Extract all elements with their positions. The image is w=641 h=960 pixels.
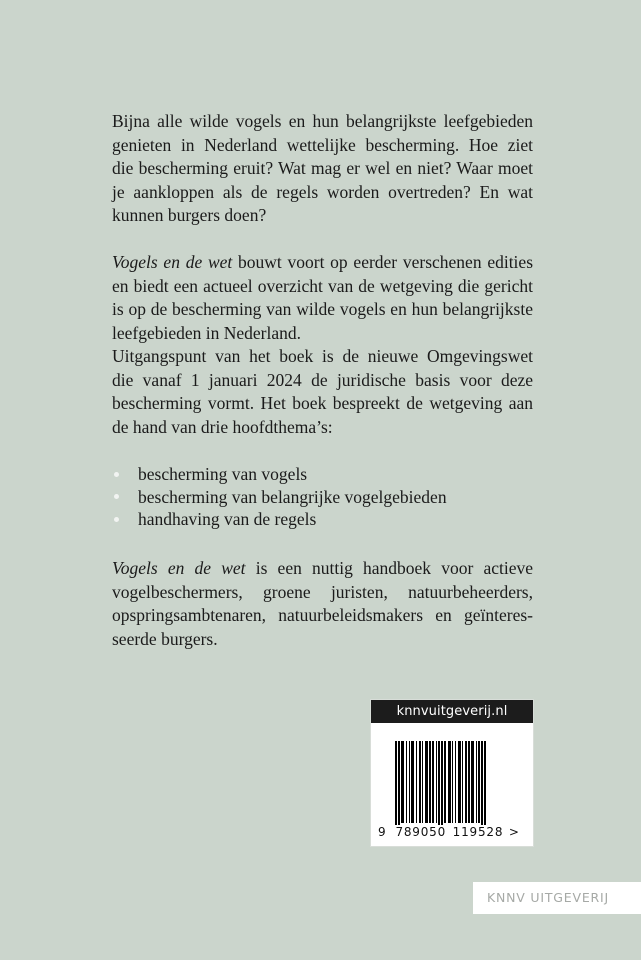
themes-list (112, 463, 447, 531)
quiet-zone-marker: > (508, 825, 520, 839)
isbn-barcode-box (371, 700, 533, 846)
list-item-label: bescherming van vogels (138, 464, 308, 484)
text-fragment: bouwt voort op eerder verschenen edities (232, 252, 533, 272)
blurb-paragraph-intro (112, 110, 533, 228)
text-line: die bescherming eruit? Wat mag er wel en niet? Waar moet (112, 158, 533, 178)
book-title-italic: Vogels en de wet (112, 558, 246, 578)
text-line: vogelbeschermers, groene juristen, natuurbeheerders, (112, 581, 533, 602)
list-item (112, 508, 447, 531)
list-item-label: handhaving van de regels (138, 509, 317, 529)
text-line: genieten in Nederland wettelijke bescherming. Hoe ziet (112, 134, 533, 155)
book-title-italic: Vogels en de wet (112, 252, 233, 272)
isbn-prefix-digit: 9 (378, 825, 387, 839)
text-fragment: is een nuttig handboek voor actieve (245, 558, 534, 578)
text-line: die vanaf 1 januari 2024 de juridische basis voor deze (112, 369, 533, 390)
text-line: seerde burgers. (112, 628, 218, 649)
text-line: Uitgangspunt van het boek is de nieuwe Omgevingswet (112, 346, 533, 366)
text-line: leefgebieden in Nederland. (112, 322, 302, 343)
list-item (112, 463, 447, 486)
text-line (112, 251, 533, 275)
text-line: de hand van drie hoofdthema’s: (112, 416, 333, 437)
bullet-icon (114, 517, 119, 522)
text-line (112, 557, 533, 581)
list-item-label: bescherming van belangrijke vogelgebieden (138, 486, 447, 507)
barcode-icon (395, 741, 512, 829)
isbn-group-1: 789050 (395, 825, 447, 839)
text-line: kunnen burgers doen? (112, 205, 267, 225)
publisher-website: knnvuitgeverij.nl (371, 700, 533, 723)
text-line: bescherming vormt. Het boek bespreekt de wetgeving aan (112, 393, 533, 413)
blurb-paragraph-audience (112, 557, 533, 651)
list-item (112, 486, 447, 509)
isbn-number (378, 825, 528, 839)
publisher-logo: KNNV UITGEVERIJ (473, 882, 641, 914)
isbn-group-2: 119528 (452, 825, 504, 839)
bullet-icon (114, 494, 119, 499)
text-line: en biedt een actueel overzicht van de wetgeving die gericht (112, 275, 533, 296)
text-line: Bijna alle wilde vogels en hun belangrijkste leefgebieden (112, 111, 533, 131)
blurb-paragraph-overview (112, 251, 533, 439)
bullet-icon (114, 472, 119, 477)
text-line: je aankloppen als de regels worden overtreden? En wat (112, 181, 533, 202)
text-line: is op de bescherming van wilde vogels en hun belangrijkste (112, 299, 533, 319)
text-line: opspringsambtenaren, natuurbeleidsmakers en geïnteres- (112, 605, 533, 625)
